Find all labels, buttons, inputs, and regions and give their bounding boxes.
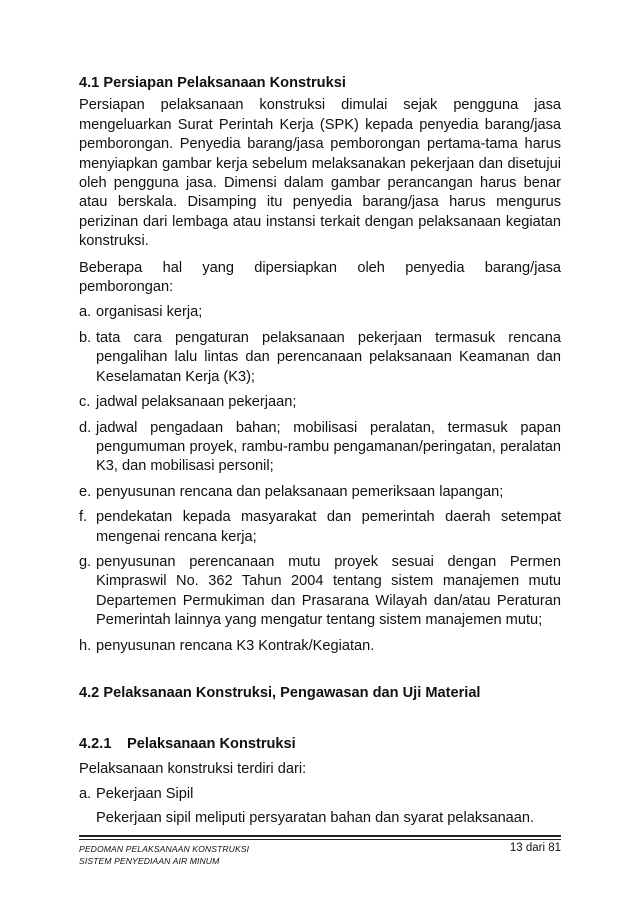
paragraph-pekerjaan-sipil: Pekerjaan sipil meliputi persyaratan bahan dan syarat pelaksanaan. xyxy=(96,809,535,826)
paragraph-terdiri-dari: Pelaksanaan konstruksi terdiri dari: xyxy=(79,760,307,777)
list-marker: c. xyxy=(79,394,91,411)
list-item xyxy=(79,637,561,656)
list-marker: h. xyxy=(79,637,92,654)
list-item-text: tata cara pengaturan pelaksanaan pekerjaan termasuk rencana pengalihan lalu lintas dan perencanaan pelaksanaan Keamanan dan Keselamatan Kerja (K3); xyxy=(96,329,561,385)
list-item xyxy=(79,419,561,477)
list-item-text: penyusunan rencana dan pelaksanaan pemeriksaan lapangan; xyxy=(96,483,504,500)
footer-rule-thin xyxy=(79,839,561,840)
list-marker: f. xyxy=(79,509,88,526)
list-item-text: penyusunan perencanaan mutu proyek sesuai dengan Permen Kimpraswil No. 362 Tahun 2004 tentang sistem manajemen mutu Departemen Permukiman dan Prasarana Wilayah dan/atau Peraturan Pemerintah lainnya yang mengatur tentang sistem manajemen mutu; xyxy=(96,553,561,629)
list-item xyxy=(79,393,561,412)
construction-list xyxy=(79,785,561,804)
paragraph-persiapan: Persiapan pelaksanaan konstruksi dimulai sejak pengguna jasa mengeluarkan Surat Perintah Kerja (SPK) kepada penyedia barang/jasa pemborongan. Penyedia barang/jasa pemborongan pertama-tama harus menyiapkan gambar kerja sebelum melaksanakan pekerjaan dan disetujui oleh pengguna jasa. Dimensi dalam gambar perancangan harus benar atau berskala. Disamping itu penyedia barang/jasa harus mengurus perizinan dari lembaga atau instansi terkait dengan pelaksanaan kegiatan konstruksi. xyxy=(79,97,561,250)
list-item xyxy=(79,508,561,547)
footer-line-2: SISTEM PENYEDIAAN AIR MINUM xyxy=(79,856,220,866)
list-item xyxy=(79,329,561,387)
footer-rule-thick xyxy=(79,835,561,837)
subsection-heading-4-2-1 xyxy=(79,735,561,754)
subsection-title: Pelaksanaan Konstruksi xyxy=(127,736,296,753)
list-item xyxy=(79,553,561,631)
preparation-list xyxy=(79,303,561,656)
subsection-number: 4.2.1 xyxy=(79,736,112,753)
page-number: 13 dari 81 xyxy=(509,842,561,854)
list-marker: a. xyxy=(79,786,92,803)
list-item-text: penyusunan rencana K3 Kontrak/Kegiatan. xyxy=(96,637,375,654)
list-marker: a. xyxy=(79,304,92,321)
footer-document-title xyxy=(79,843,249,867)
list-item-text: pendekatan kepada masyarakat dan pemerintah daerah setempat mengenai rencana kerja; xyxy=(96,509,561,545)
list-item-text: jadwal pelaksanaan pekerjaan; xyxy=(96,394,297,411)
paragraph-beberapa-hal: Beberapa hal yang dipersiapkan oleh penyedia barang/jasa pemborongan: xyxy=(79,259,561,296)
section-heading-4-1: 4.1 Persiapan Pelaksanaan Konstruksi xyxy=(79,75,346,91)
list-item-text: organisasi kerja; xyxy=(96,304,203,321)
footer-line-1: PEDOMAN PELAKSANAAN KONSTRUKSI xyxy=(79,844,250,854)
list-item-text: jadwal pengadaan bahan; mobilisasi peralatan, termasuk papan pengumuman proyek, rambu-rambu pengamanan/peringatan, peralatan K3, dan mobilisasi personil; xyxy=(96,419,561,475)
list-marker: d. xyxy=(79,419,92,436)
list-item xyxy=(79,303,561,322)
list-marker: b. xyxy=(79,329,92,346)
list-item-text: Pekerjaan Sipil xyxy=(96,786,194,803)
section-heading-4-2: 4.2 Pelaksanaan Konstruksi, Pengawasan dan Uji Material xyxy=(79,684,481,701)
list-item xyxy=(79,785,561,804)
list-marker: e. xyxy=(79,483,92,500)
list-marker: g. xyxy=(79,553,92,570)
list-item xyxy=(79,483,561,502)
document-body xyxy=(79,74,561,828)
